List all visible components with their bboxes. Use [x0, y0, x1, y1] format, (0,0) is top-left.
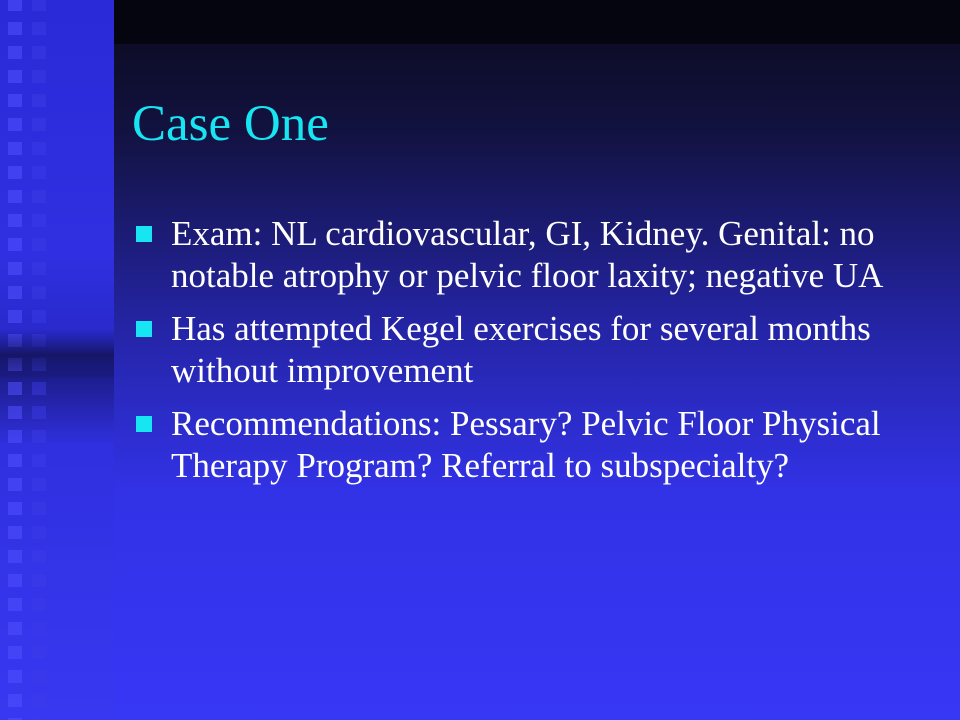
bullet-item — [134, 213, 934, 297]
bullet-item — [134, 308, 934, 392]
square-bullet-icon — [136, 416, 152, 432]
top-dark-band — [114, 0, 960, 44]
bullet-text: Has attempted Kegel exercises for several months without improvement — [171, 309, 871, 390]
bullet-text: Exam: NL cardiovascular, GI, Kidney. Genital: no notable atrophy or pelvic floor laxity; negative UA — [171, 214, 884, 295]
square-bullet-icon — [136, 226, 152, 242]
square-bullet-icon — [136, 321, 152, 337]
left-decorative-strip — [0, 0, 114, 720]
slide-title: Case One — [132, 96, 329, 152]
bullet-list — [134, 213, 934, 498]
decorative-shade-band — [0, 330, 114, 380]
bullet-item — [134, 403, 934, 487]
bullet-text: Recommendations: Pessary? Pelvic Floor Physical Therapy Program? Referral to subspecialty? — [171, 404, 881, 485]
